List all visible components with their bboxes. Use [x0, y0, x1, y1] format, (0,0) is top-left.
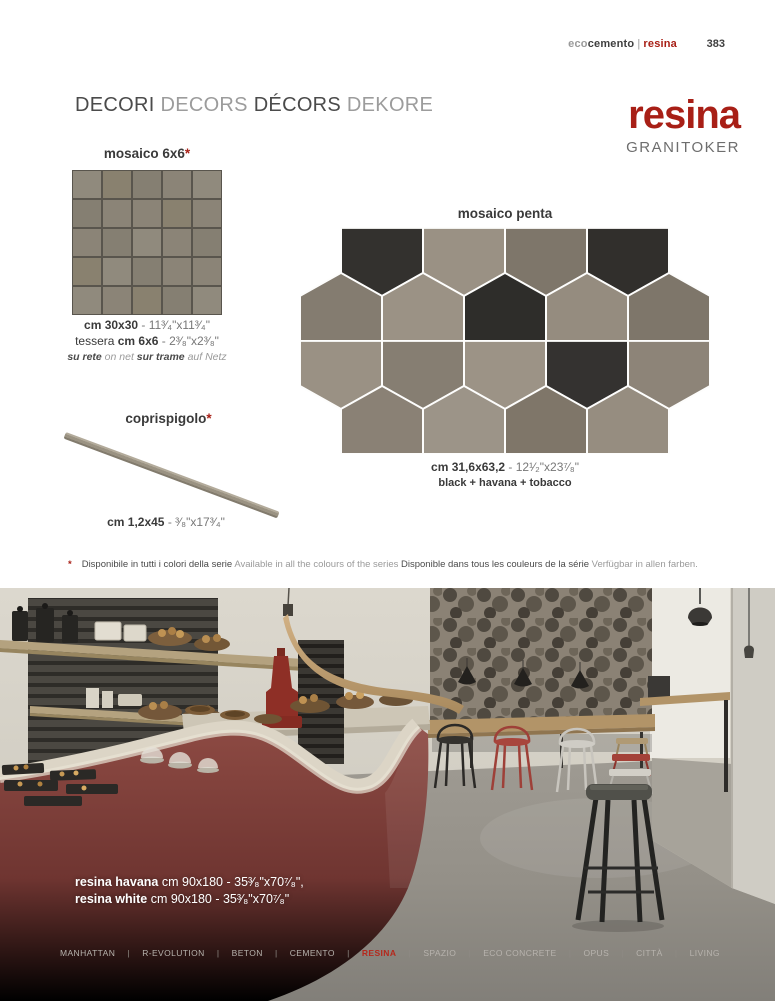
coprispigolo-label: coprispigolo* — [125, 411, 212, 426]
footnote — [68, 559, 728, 570]
asterisk: * — [68, 559, 72, 570]
footnote-de: Verfügbar in allen farben. — [591, 559, 698, 570]
penta-feature-wall — [430, 588, 652, 726]
collection-name: GRANITOKER — [626, 139, 740, 156]
header-separator: | — [637, 38, 641, 50]
title-word-fr: DÉCORS — [253, 94, 342, 116]
footnote-fr: Disponible dans tous les couleurs de la série — [401, 559, 592, 570]
nav-item-opus: OPUS — [583, 948, 610, 958]
series-name: resina — [628, 93, 740, 137]
running-header — [568, 38, 677, 50]
showroom-illustration — [0, 588, 775, 1001]
mosaico-penta-sizes: cm 31,6x63,2 - 12¹⁄₂"x23⁷⁄₈" black + havana + tobacco — [431, 460, 579, 489]
caption-product-1: resina havana — [75, 875, 159, 889]
colorways-label: black + havana + tobacco — [438, 477, 572, 489]
nav-item-r-evolution: R-EVOLUTION — [142, 948, 205, 958]
asterisk: * — [184, 146, 191, 161]
brand-eco: eco — [568, 38, 588, 50]
mosaico-penta-image — [300, 226, 710, 454]
coprispigolo-image — [64, 432, 280, 518]
photo-caption: resina havana cm 90x180 - 35³⁄₈"x70⁷⁄₈", resina white cm 90x180 - 35³⁄₈"x70⁷⁄₈" — [75, 875, 304, 906]
mosaico6x6-sizes: cm 30x30 - 11³⁄₄"x11³⁄₄" tessera cm 6x6 - 2³⁄₈"x2³⁄₈" su rete on net sur trame auf Netz — [67, 318, 227, 363]
coprispigolo-sizes: cm 1,2x45 - ³⁄₈"x17³⁄₄" — [107, 515, 225, 529]
showroom-photo — [0, 588, 775, 1001]
caption-product-2: resina white — [75, 892, 148, 906]
footnote-en: Available in all the colours of the series — [234, 559, 402, 570]
mosaico-penta-label: mosaico penta — [457, 206, 553, 221]
nav-item-eco-concrete: ECO CONCRETE — [483, 948, 557, 958]
page-number: 383 — [706, 38, 725, 50]
title-word-de: DEKORE — [346, 94, 434, 116]
nav-item-citta: CITTÀ — [636, 948, 663, 958]
nav-item-spazio: SPAZIO — [423, 948, 457, 958]
nav-item-resina: RESINA — [361, 948, 397, 958]
nav-item-living: LIVING — [689, 948, 720, 958]
mosaico6x6-image — [72, 170, 222, 315]
title-word-en: DECORS — [160, 94, 248, 116]
brand-cemento: cemento — [587, 38, 635, 50]
series-nav: MANHATTAN | R-EVOLUTION | BETON | CEMENTO | RESINA | SPAZIO | ECO CONCRETE | OPUS | CITTÀ | LIVING — [60, 948, 720, 958]
title-word-it: DECORI — [75, 94, 155, 116]
nav-item-cemento: CEMENTO — [289, 948, 335, 958]
nav-item-manhattan: MANHATTAN — [60, 948, 116, 958]
asterisk: * — [206, 411, 212, 426]
series-brand — [440, 95, 740, 156]
header-series: resina — [643, 38, 677, 50]
mosaico6x6-label: mosaico 6x6* — [103, 146, 191, 161]
right-wall — [732, 588, 775, 904]
page-title — [75, 94, 433, 117]
nav-item-beton: BETON — [231, 948, 263, 958]
footnote-it: Disponibile in tutti i colori della serie — [81, 559, 235, 570]
